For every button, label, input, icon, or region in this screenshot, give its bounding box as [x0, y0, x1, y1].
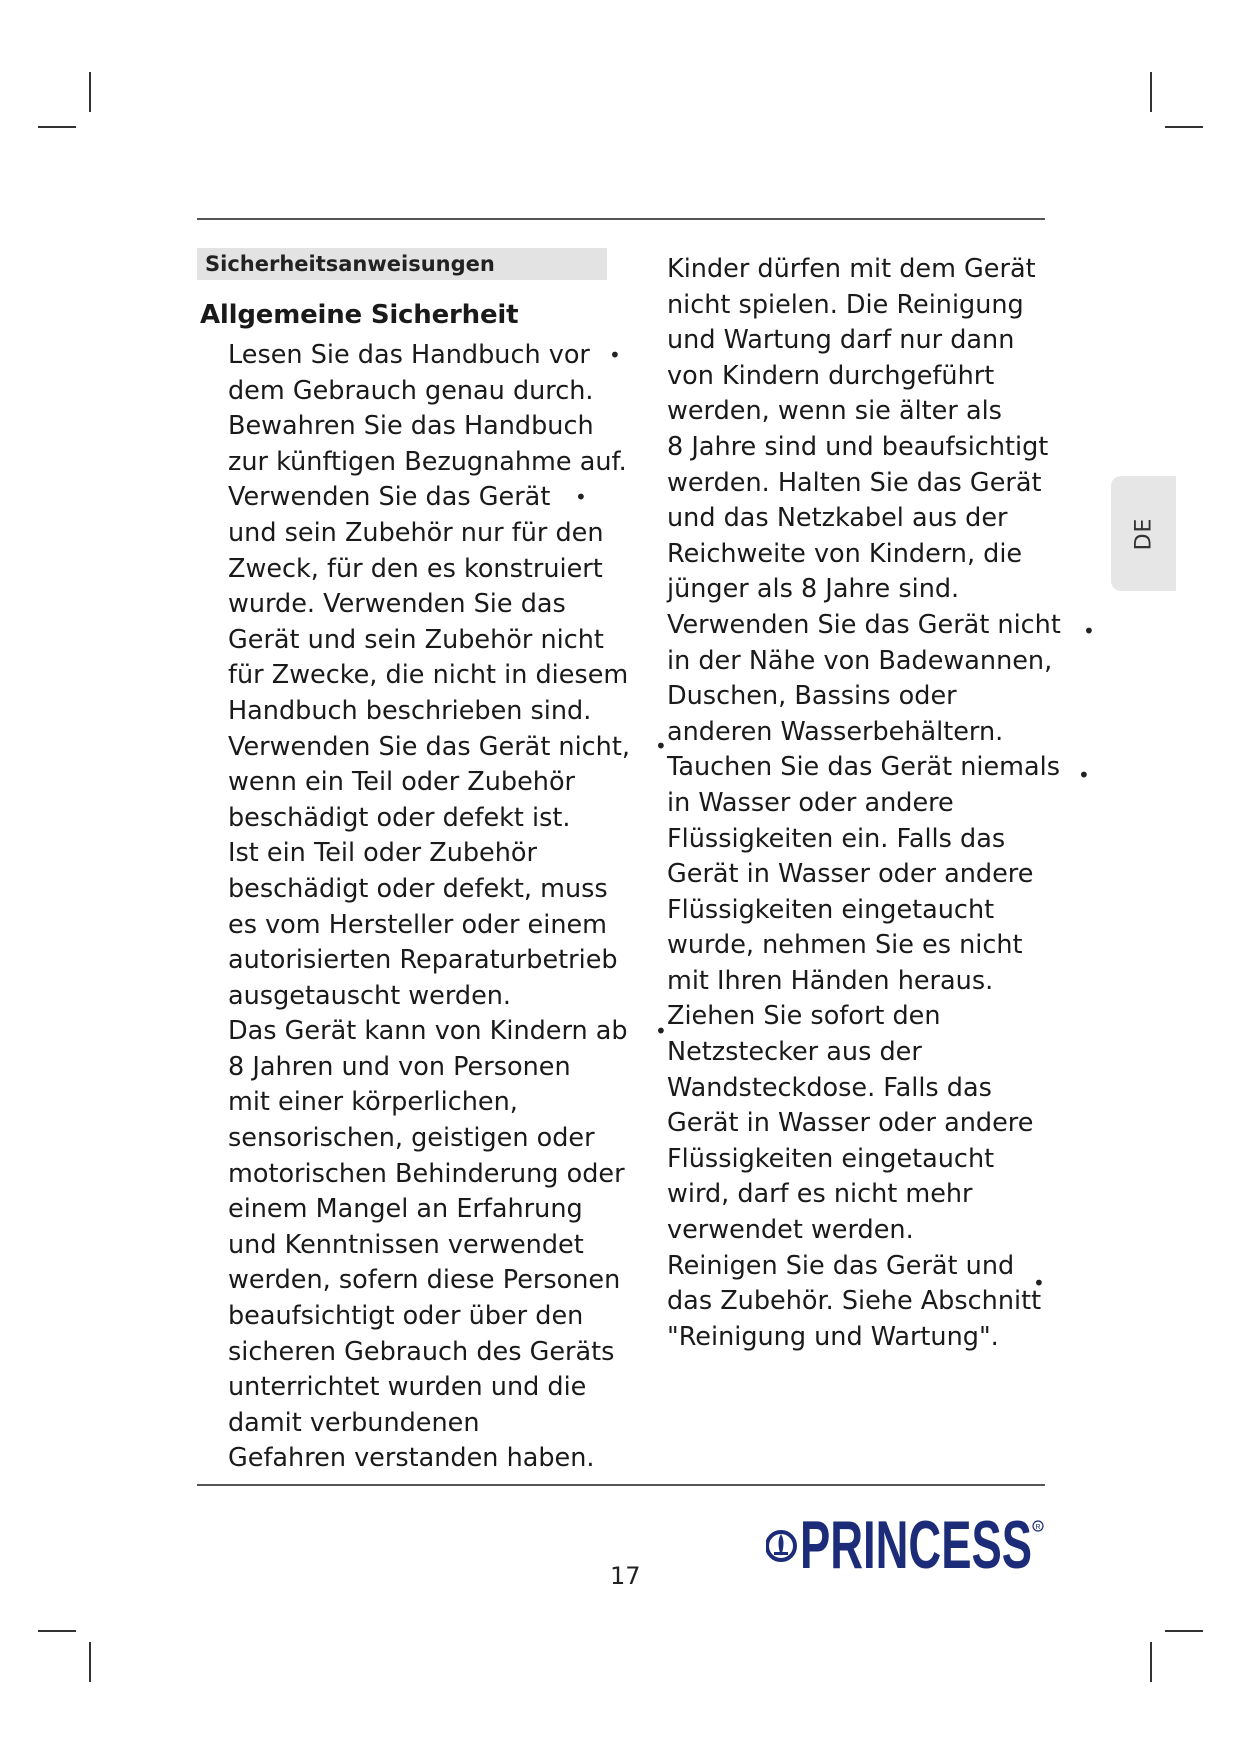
crop-mark	[38, 126, 76, 128]
princess-logo	[766, 1512, 1046, 1596]
paragraph: Verwenden Sie das Gerät nicht, wenn ein Teil oder Zubehör beschädigt oder defekt ist. Ist ein Teil oder Zubehör beschädigt oder defekt, muss es vom Hersteller oder einem autorisierten Reparaturbetrieb ausgetauscht werden.	[228, 731, 630, 1011]
svg-text:PRINCESS: PRINCESS	[800, 1512, 1032, 1583]
crop-mark	[89, 72, 91, 112]
crop-mark	[1150, 1642, 1152, 1682]
crop-mark	[1150, 72, 1152, 112]
page-number: 17	[610, 1562, 641, 1590]
bullet-icon: •	[1033, 1271, 1045, 1295]
bottom-rule	[197, 1484, 1045, 1486]
bullet-icon: •	[655, 1019, 667, 1043]
paragraph: Kinder dürfen mit dem Gerät nicht spielen. Die Reinigung und Wartung darf nur dann von Kindern durchgeführt werden, wenn sie älter als 8 Jahre sind und beaufsichtigt werden. Halten Sie das Gerät und das Netzkabel aus der Reichweite von Kindern, die jünger als 8 Jahre sind.	[667, 254, 1049, 605]
left-column	[228, 338, 660, 1477]
crop-mark	[38, 1630, 76, 1632]
language-tab	[1111, 476, 1176, 591]
paragraph: Das Gerät kann von Kindern ab 8 Jahren und von Personen mit einer körperlichen, sensorischen, geistigen oder motorischen Behinderung oder einem Mangel an Erfahrung und Kenntnissen verwendet werden, sofern diese Personen beaufsichtigt oder über den sicheren Gebrauch des Geräts unterrichtet wurden und die damit verbundenen Gefahren verstanden haben.	[228, 1016, 628, 1474]
svg-text:R: R	[1035, 1524, 1041, 1531]
paragraph: Reinigen Sie das Gerät und das Zubehör. Siehe Abschnitt "Reinigung und Wartung".	[667, 1250, 1042, 1352]
paragraph: Lesen Sie das Handbuch vor dem Gebrauch genau durch. Bewahren Sie das Handbuch zur künftigen Bezugnahme auf.	[228, 340, 627, 477]
crop-mark	[1165, 126, 1203, 128]
bullet-icon: •	[1078, 763, 1090, 787]
section-heading: Allgemeine Sicherheit	[200, 300, 519, 330]
paragraph: Verwenden Sie das Gerät und sein Zubehör nur für den Zweck, für den es konstruiert wurde. Verwenden Sie das Gerät und sein Zubehör nicht für Zwecke, die nicht in diesem Handbuch beschrieben sind.	[228, 482, 629, 726]
bullet-icon: •	[655, 734, 667, 758]
paragraph: Tauchen Sie das Gerät niemals in Wasser oder andere Flüssigkeiten ein. Falls das Gerät in Wasser oder andere Flüssigkeiten eingetaucht wurde, nehmen Sie es nicht mit Ihren Händen heraus. Ziehen Sie sofort den Netzstecker aus der Wandsteckdose. Falls das Gerät in Wasser oder andere Flüssigkeiten eingetaucht wird, darf es nicht mehr verwendet werden.	[667, 752, 1060, 1246]
bullet-icon: •	[609, 343, 621, 367]
bullet-icon: •	[575, 485, 587, 509]
crop-mark	[1165, 1630, 1203, 1632]
paragraph: Verwenden Sie das Gerät nicht in der Nähe von Badewannen, Duschen, Bassins oder anderen Wasserbehältern.	[667, 609, 1061, 747]
top-rule	[197, 218, 1045, 220]
crop-mark	[89, 1642, 91, 1682]
language-tab-label: DE	[1131, 517, 1156, 550]
right-column	[667, 252, 1107, 1355]
bullet-icon: •	[1083, 619, 1095, 643]
section-tab: Sicherheitsanweisungen	[197, 248, 607, 280]
